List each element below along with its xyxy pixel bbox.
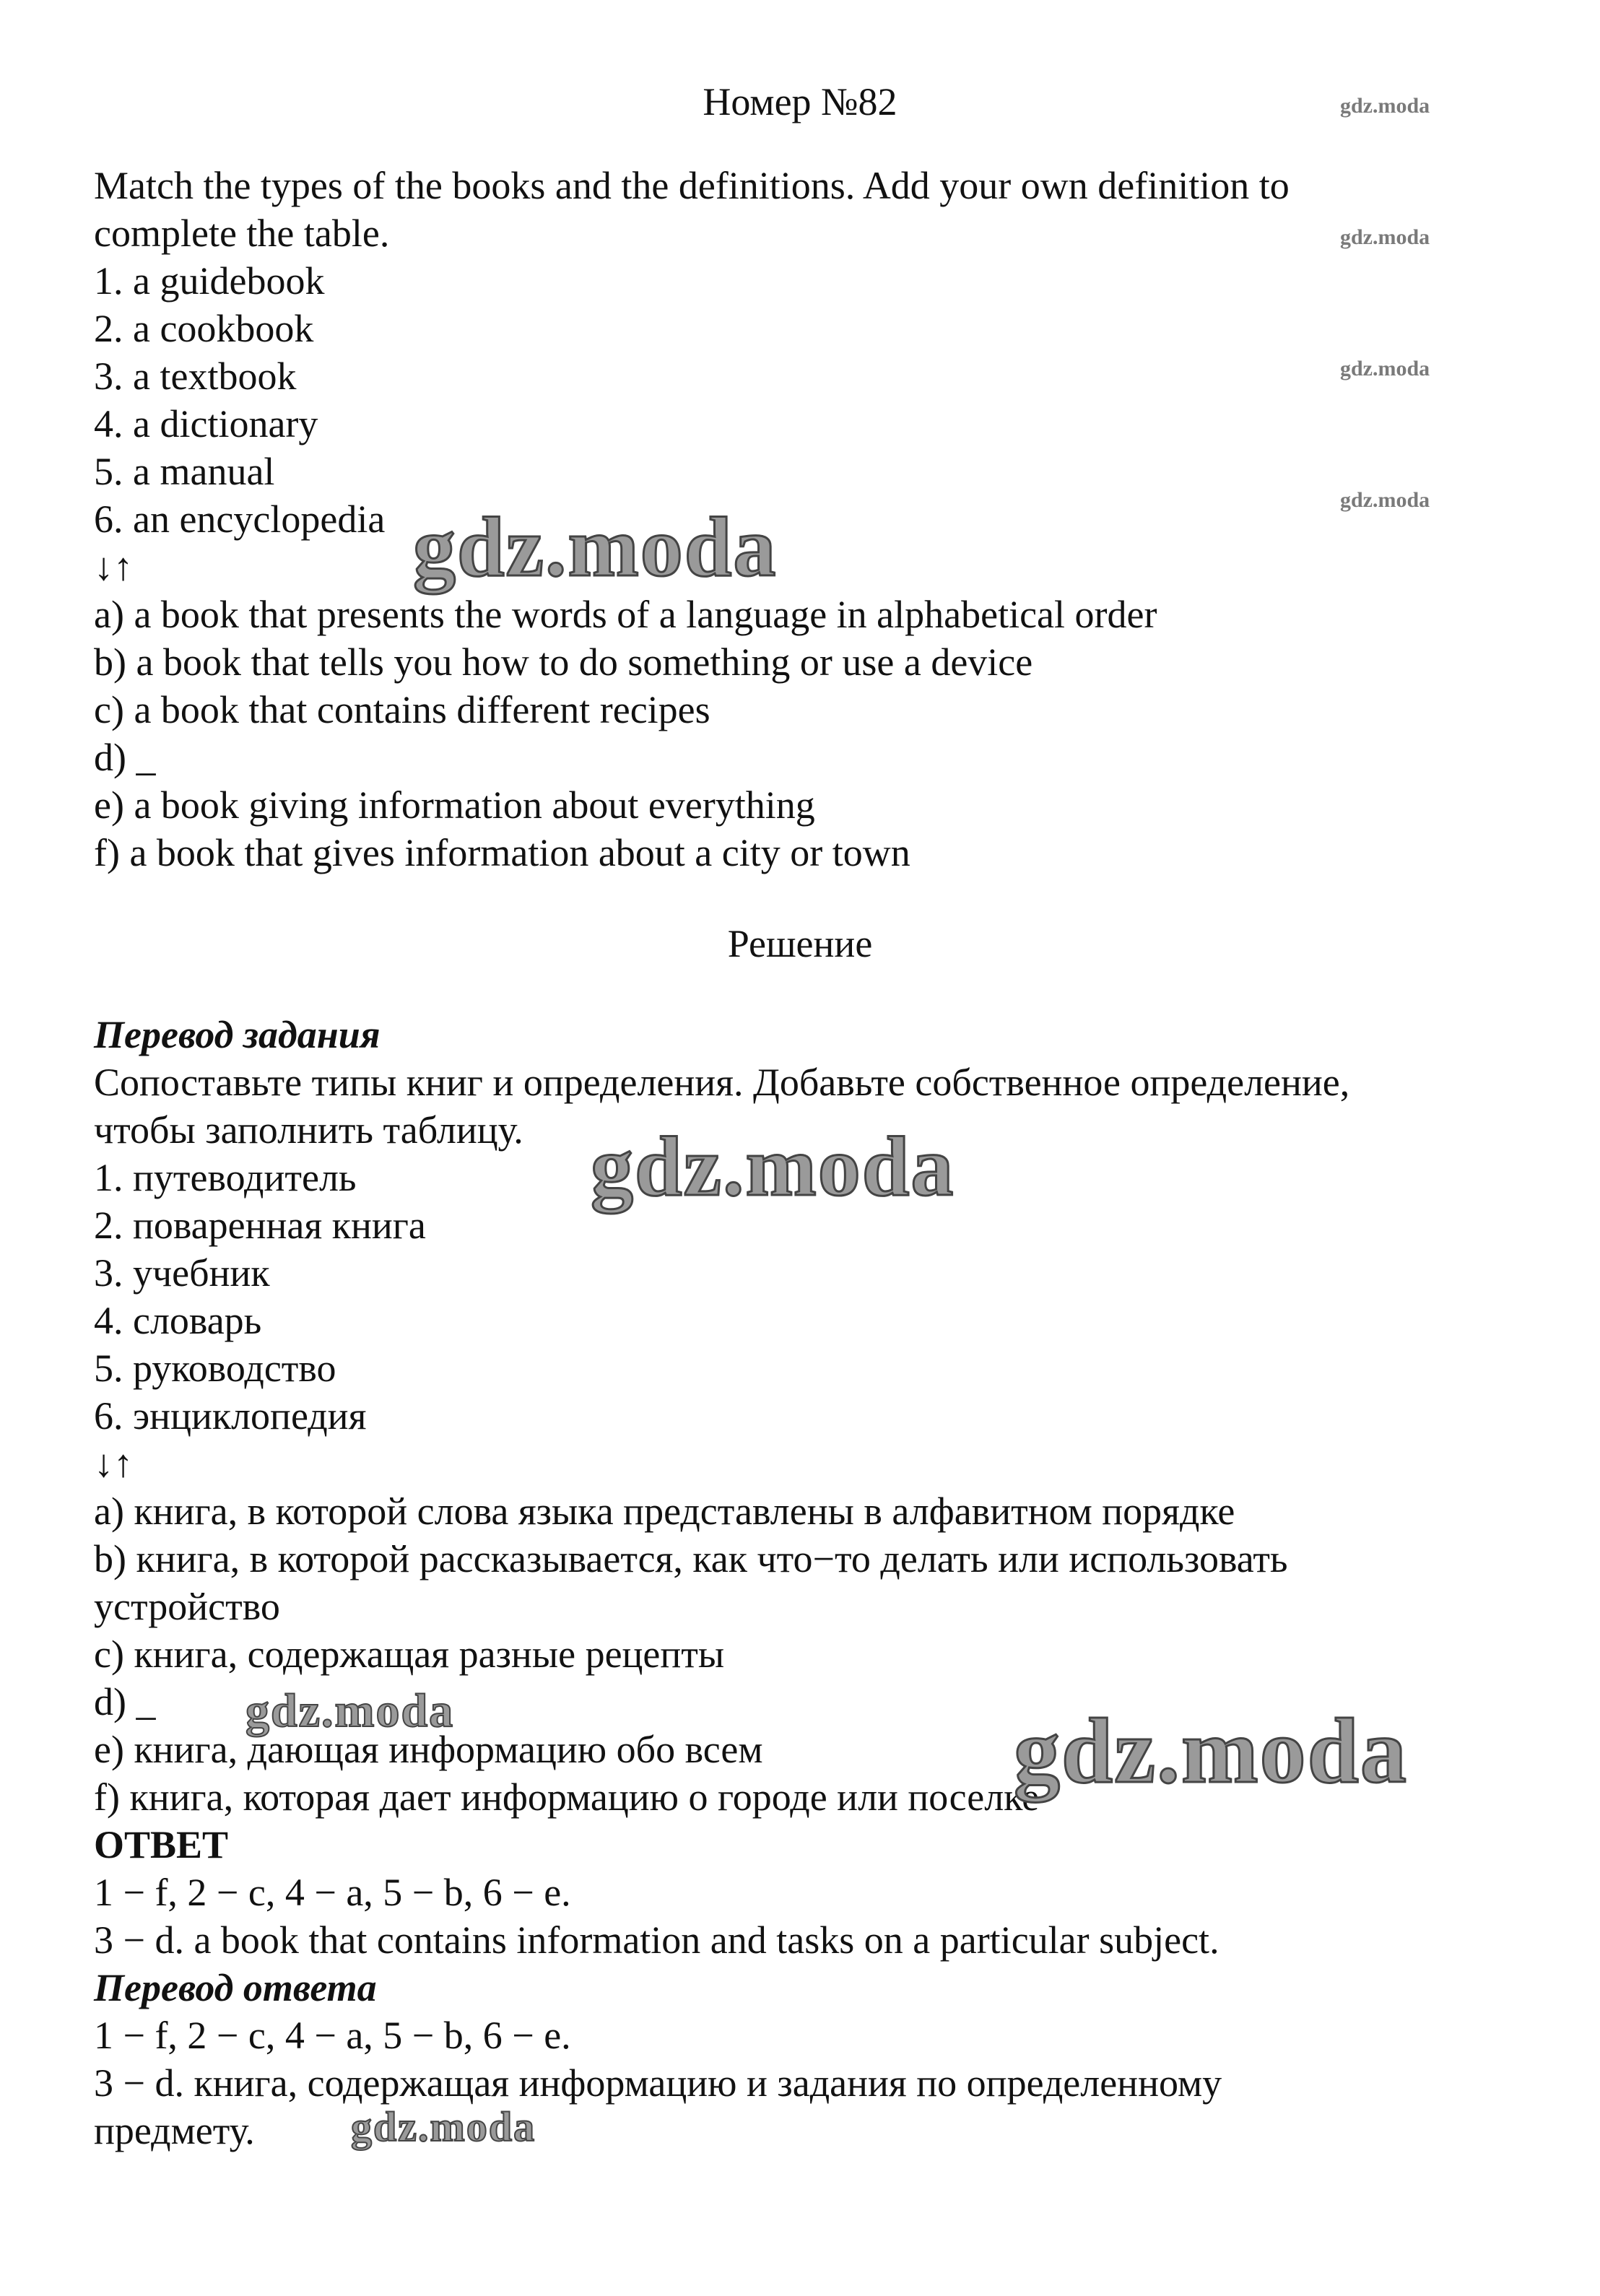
watermark: gdz.moda — [1340, 94, 1430, 118]
answer-translation-line-3: предмету. — [94, 2109, 255, 2152]
answer-translation-line-2: 3 − d. книга, содержащая информацию и задания по определенному — [94, 2061, 1222, 2105]
translation-heading: Перевод задания — [94, 1013, 381, 1056]
definition-item: a) a book that presents the words of a language in alphabetical order — [94, 593, 1157, 636]
watermark: gdz.moda — [413, 500, 778, 594]
translation-line-2: чтобы заполнить таблицу. — [94, 1108, 523, 1152]
list-item: 4. словарь — [94, 1299, 262, 1342]
definition-item: f) книга, которая дает информацию о городе или поселке — [94, 1775, 1040, 1819]
definition-item: c) a book that contains different recipes — [94, 688, 710, 731]
definition-item: d) _ — [94, 1680, 156, 1723]
answer-line-1: 1 − f, 2 − c, 4 − a, 5 − b, 6 − e. — [94, 1871, 571, 1914]
solution-heading: Решение — [727, 922, 873, 965]
definition-item-continued: устройство — [94, 1585, 280, 1628]
watermark: gdz.moda — [1340, 357, 1430, 381]
answer-heading: ОТВЕТ — [94, 1823, 229, 1866]
list-item: 6. an encyclopedia — [94, 497, 386, 541]
watermark: gdz.moda — [245, 1684, 455, 1737]
list-item: 3. учебник — [94, 1251, 270, 1295]
instruction-line-2: complete the table. — [94, 212, 390, 255]
definition-item: b) книга, в которой рассказывается, как что−то делать или использовать — [94, 1537, 1288, 1580]
answer-translation-line-1: 1 − f, 2 − c, 4 − a, 5 − b, 6 − e. — [94, 2014, 571, 2057]
list-item: 6. энциклопедия — [94, 1394, 367, 1438]
definition-item: a) книга, в которой слова языка представлены в алфавитном порядке — [94, 1490, 1235, 1533]
watermark: gdz.moda — [1014, 1700, 1408, 1802]
list-item: 2. поваренная книга — [94, 1204, 426, 1247]
answer-translation-heading: Перевод ответа — [94, 1966, 377, 2009]
list-item: 3. a textbook — [94, 355, 297, 398]
list-item: 4. a dictionary — [94, 402, 318, 445]
watermark: gdz.moda — [591, 1119, 955, 1214]
answer-line-2: 3 − d. a book that contains information and tasks on a particular subject. — [94, 1918, 1219, 1962]
watermark: gdz.moda — [1340, 225, 1430, 249]
page-title: Номер №82 — [703, 80, 897, 123]
definition-item: d) _ — [94, 736, 156, 779]
definition-item: e) a book giving information about everything — [94, 783, 815, 827]
definition-item: e) книга, дающая информацию обо всем — [94, 1728, 763, 1771]
translation-line-1: Сопоставьте типы книг и определения. Добавьте собственное определение, — [94, 1061, 1350, 1104]
list-item: 2. a cookbook — [94, 307, 314, 350]
watermark: gdz.moda — [1340, 488, 1430, 512]
definition-item: f) a book that gives information about a city or town — [94, 831, 910, 874]
list-item: 1. путеводитель — [94, 1156, 357, 1199]
list-item: 5. руководство — [94, 1347, 336, 1390]
watermark: gdz.moda — [351, 2103, 536, 2150]
arrows-symbol: ↓↑ — [94, 1442, 133, 1485]
definition-item: c) книга, содержащая разные рецепты — [94, 1632, 725, 1676]
list-item: 5. a manual — [94, 450, 275, 493]
list-item: 1. a guidebook — [94, 259, 325, 303]
instruction-line-1: Match the types of the books and the definitions. Add your own definition to — [94, 164, 1290, 207]
definition-item: b) a book that tells you how to do something or use a device — [94, 640, 1033, 684]
arrows-symbol: ↓↑ — [94, 545, 133, 588]
